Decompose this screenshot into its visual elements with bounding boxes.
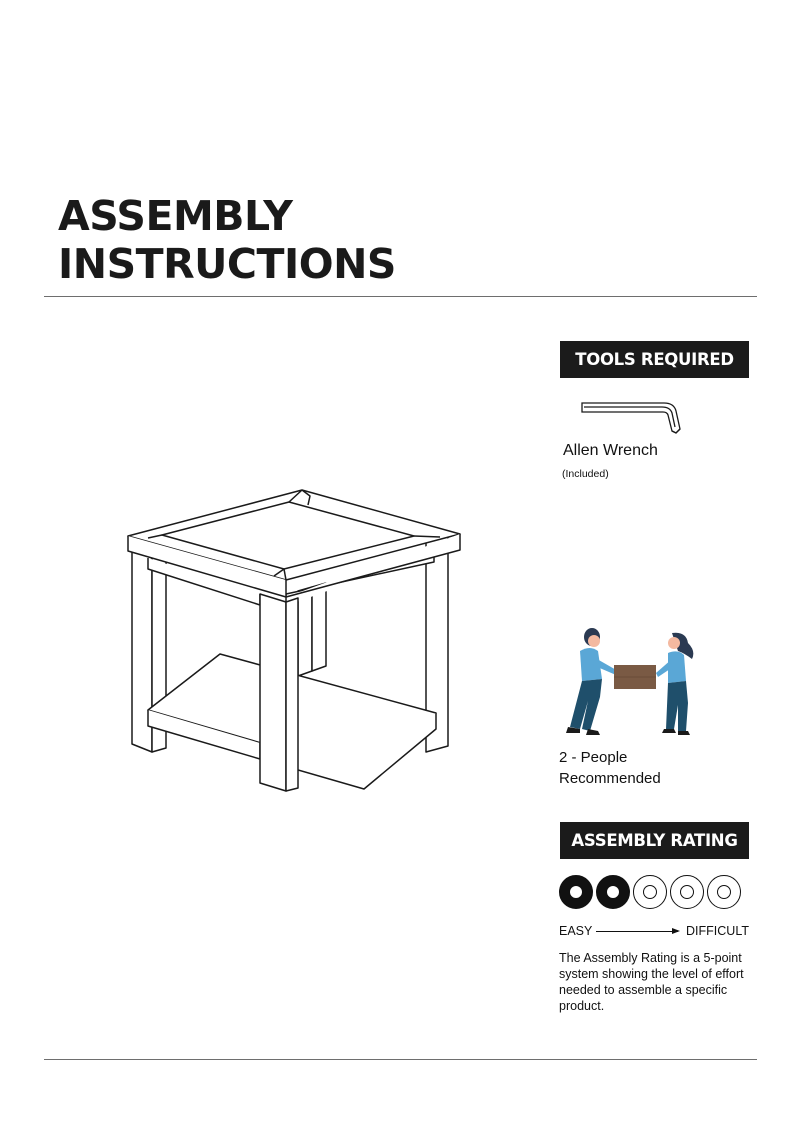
rating-dots	[559, 875, 741, 909]
rating-dot-filled-icon	[596, 875, 630, 909]
end-table-illustration	[124, 486, 464, 798]
difficulty-scale	[559, 924, 749, 940]
allen-wrench-icon	[580, 395, 688, 435]
assembly-rating-header: ASSEMBLY RATING	[560, 822, 749, 859]
rating-dot-filled-icon	[559, 875, 593, 909]
people-count: 2 - People	[559, 749, 628, 766]
rating-description: The Assembly Rating is a 5-point system showing the level of effort needed to assemble a specific product.	[559, 951, 744, 1013]
rating-dot-empty-icon	[707, 875, 741, 909]
document-title	[58, 192, 396, 288]
title-line-2: INSTRUCTIONS	[58, 240, 396, 288]
rating-dot-empty-icon	[670, 875, 704, 909]
title-line-1: ASSEMBLY	[58, 192, 293, 240]
tool-note: (Included)	[562, 468, 609, 480]
top-divider	[44, 296, 757, 297]
tools-required-header: TOOLS REQUIRED	[560, 341, 749, 378]
difficult-label: DIFFICULT	[686, 924, 749, 938]
easy-label: EASY	[559, 924, 593, 938]
tool-name: Allen Wrench	[563, 442, 658, 459]
people-label: Recommended	[559, 770, 661, 787]
rating-dot-empty-icon	[633, 875, 667, 909]
right-arrow-icon	[596, 931, 678, 932]
two-people-carrying-box-icon	[560, 625, 704, 737]
people-recommendation	[559, 747, 661, 789]
bottom-divider	[44, 1059, 757, 1060]
